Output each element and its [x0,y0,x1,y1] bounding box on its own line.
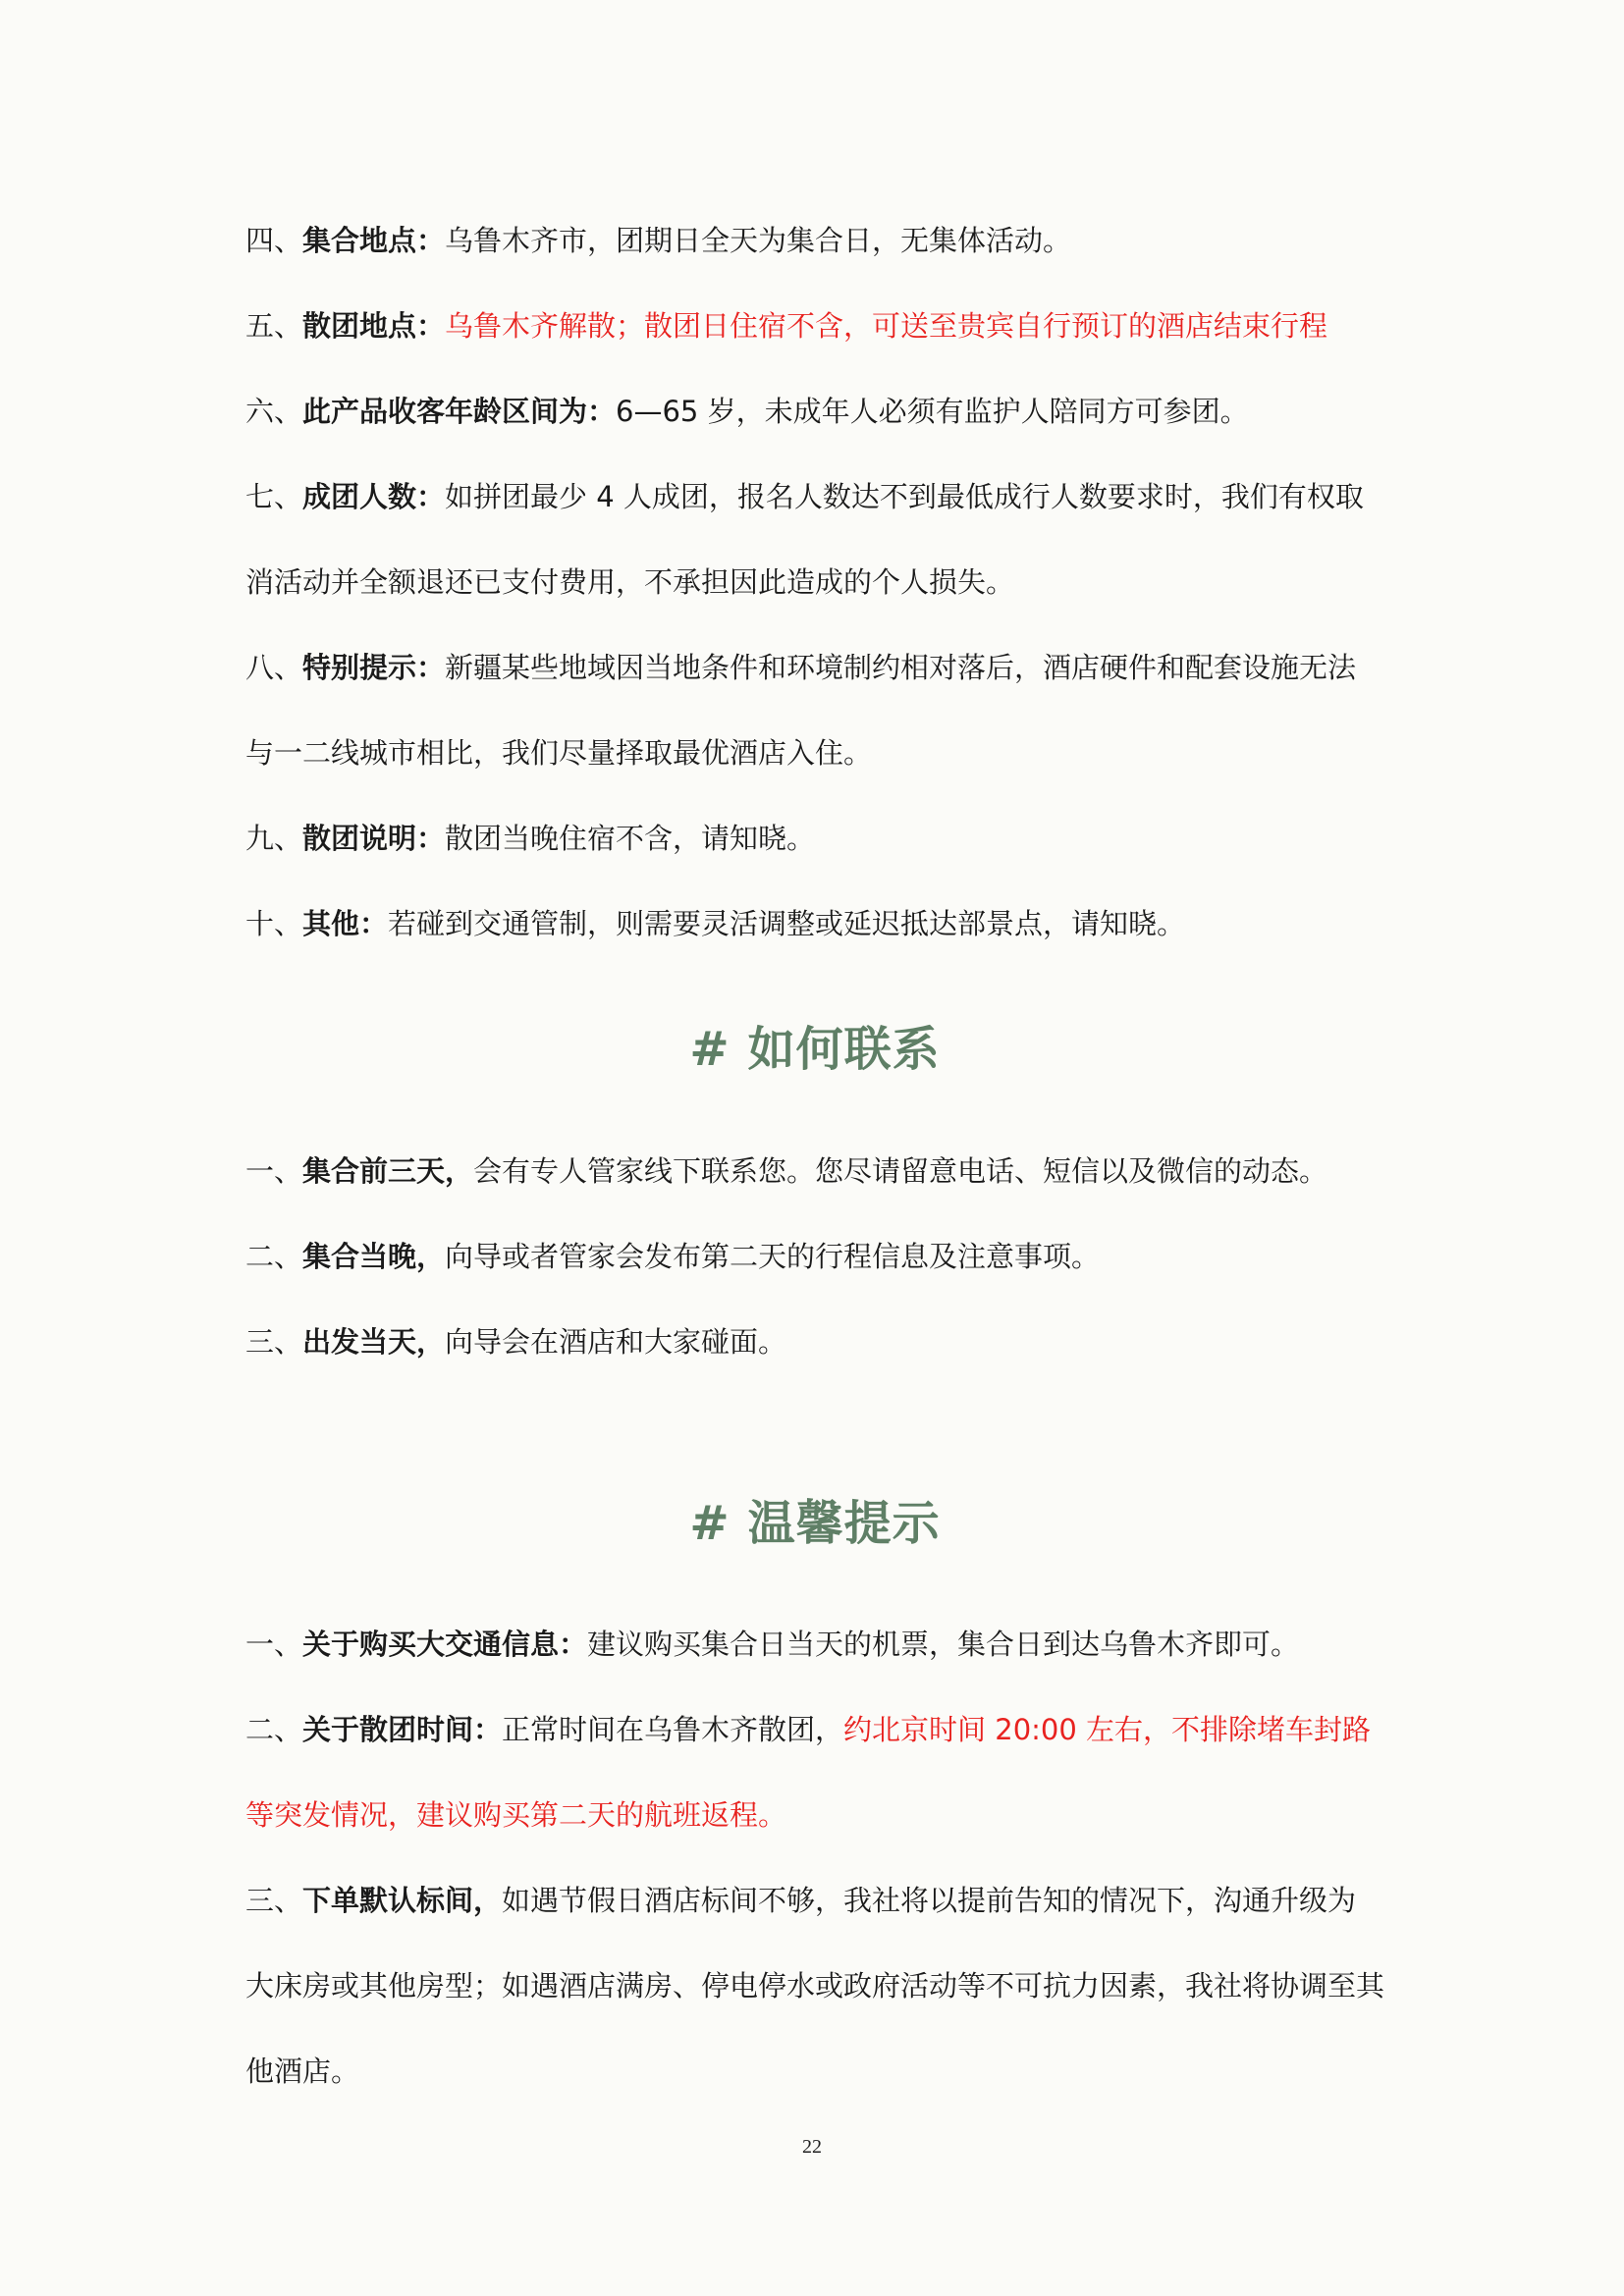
tip-number: 一、 [245,1628,303,1661]
contact-number: 三、 [245,1325,303,1359]
contact-text: 会有专人管家线下联系您。您尽请留意电话、短信以及微信的动态。 [473,1154,1328,1188]
contact-item-2 [245,1214,1384,1300]
tip-label: 关于散团时间： [302,1713,503,1746]
note-number: 十、 [245,907,303,940]
hash-icon: # [689,1022,731,1077]
note-text: 6—65 岁，未成年人必须有监护人陪同方可参团。 [616,395,1249,428]
note-text: 新疆某些地域因当地条件和环境制约相对落后，酒店硬件和配套设施无法与一二线城市相比，我们尽量择取最优酒店入住。 [245,651,1357,770]
contact-item-1 [245,1129,1384,1214]
note-item-7 [245,454,1384,625]
contact-number: 一、 [245,1154,303,1188]
contact-label: 集合当晚， [302,1240,446,1273]
tip-item-3 [245,1858,1384,2114]
page-number: 22 [802,2136,822,2158]
tip-text: 如遇节假日酒店标间不够，我社将以提前告知的情况下，沟通升级为大床房或其他房型；如遇酒店满房、停电停水或政府活动等不可抗力因素，我社将协调至其他酒店。 [245,1884,1385,2088]
note-text: 乌鲁木齐市，团期日全天为集合日，无集体活动。 [445,224,1072,257]
tip-text: 建议购买集合日当天的机票，集合日到达乌鲁木齐即可。 [587,1628,1300,1661]
note-number: 九、 [245,822,303,855]
note-number: 七、 [245,480,303,513]
hash-icon: # [689,1496,731,1551]
tip-item-1 [245,1602,1384,1687]
note-text: 若碰到交通管制，则需要灵活调整或延迟抵达部景点，请知晓。 [388,907,1186,940]
note-number: 六、 [245,395,303,428]
contact-text: 向导会在酒店和大家碰面。 [445,1325,787,1359]
tip-label: 下单默认标间， [302,1884,503,1917]
tip-highlight-text: 约北京时间 20:00 左右，不排除堵车封路等突发情况，建议购买第二天的航班返程。 [245,1713,1372,1832]
tip-text: 正常时间在乌鲁木齐散团， [502,1713,844,1746]
tip-number: 二、 [245,1713,303,1746]
contact-label: 集合前三天， [302,1154,474,1188]
note-text: 散团当晚住宿不含，请知晓。 [445,822,816,855]
tip-label: 关于购买大交通信息： [302,1628,588,1661]
contact-item-3 [245,1300,1384,1385]
note-item-10 [245,881,1384,967]
contact-heading [245,1011,1384,1079]
note-number: 八、 [245,651,303,684]
tip-item-2 [245,1687,1384,1858]
tip-number: 三、 [245,1884,303,1917]
tips-title: 温馨提示 [747,1496,941,1551]
contact-label: 出发当天， [302,1325,446,1359]
note-item-4 [245,198,1384,284]
note-label: 此产品收客年龄区间为： [302,395,617,428]
contact-title: 如何联系 [747,1022,941,1077]
contact-text: 向导或者管家会发布第二天的行程信息及注意事项。 [445,1240,1101,1273]
note-item-8 [245,625,1384,796]
note-text: 如拼团最少 4 人成团，报名人数达不到最低成行人数要求时，我们有权取消活动并全额退还已支付费用，不承担因此造成的个人损失。 [245,480,1364,599]
note-label: 散团地点： [302,309,446,343]
contact-number: 二、 [245,1240,303,1273]
note-number: 四、 [245,224,303,257]
note-label: 其他： [302,907,389,940]
note-item-5 [245,284,1384,369]
note-label: 散团说明： [302,822,446,855]
tips-heading [245,1485,1384,1553]
note-item-9 [245,796,1384,881]
note-label: 成团人数： [302,480,446,513]
contact-list [245,1129,1384,1385]
note-highlight-text: 乌鲁木齐解散；散团日住宿不含，可送至贵宾自行预订的酒店结束行程 [445,309,1328,343]
note-number: 五、 [245,309,303,343]
note-label: 集合地点： [302,224,446,257]
note-item-6 [245,369,1384,454]
notes-list [245,198,1384,967]
note-label: 特别提示： [302,651,446,684]
tips-list [245,1602,1384,2114]
